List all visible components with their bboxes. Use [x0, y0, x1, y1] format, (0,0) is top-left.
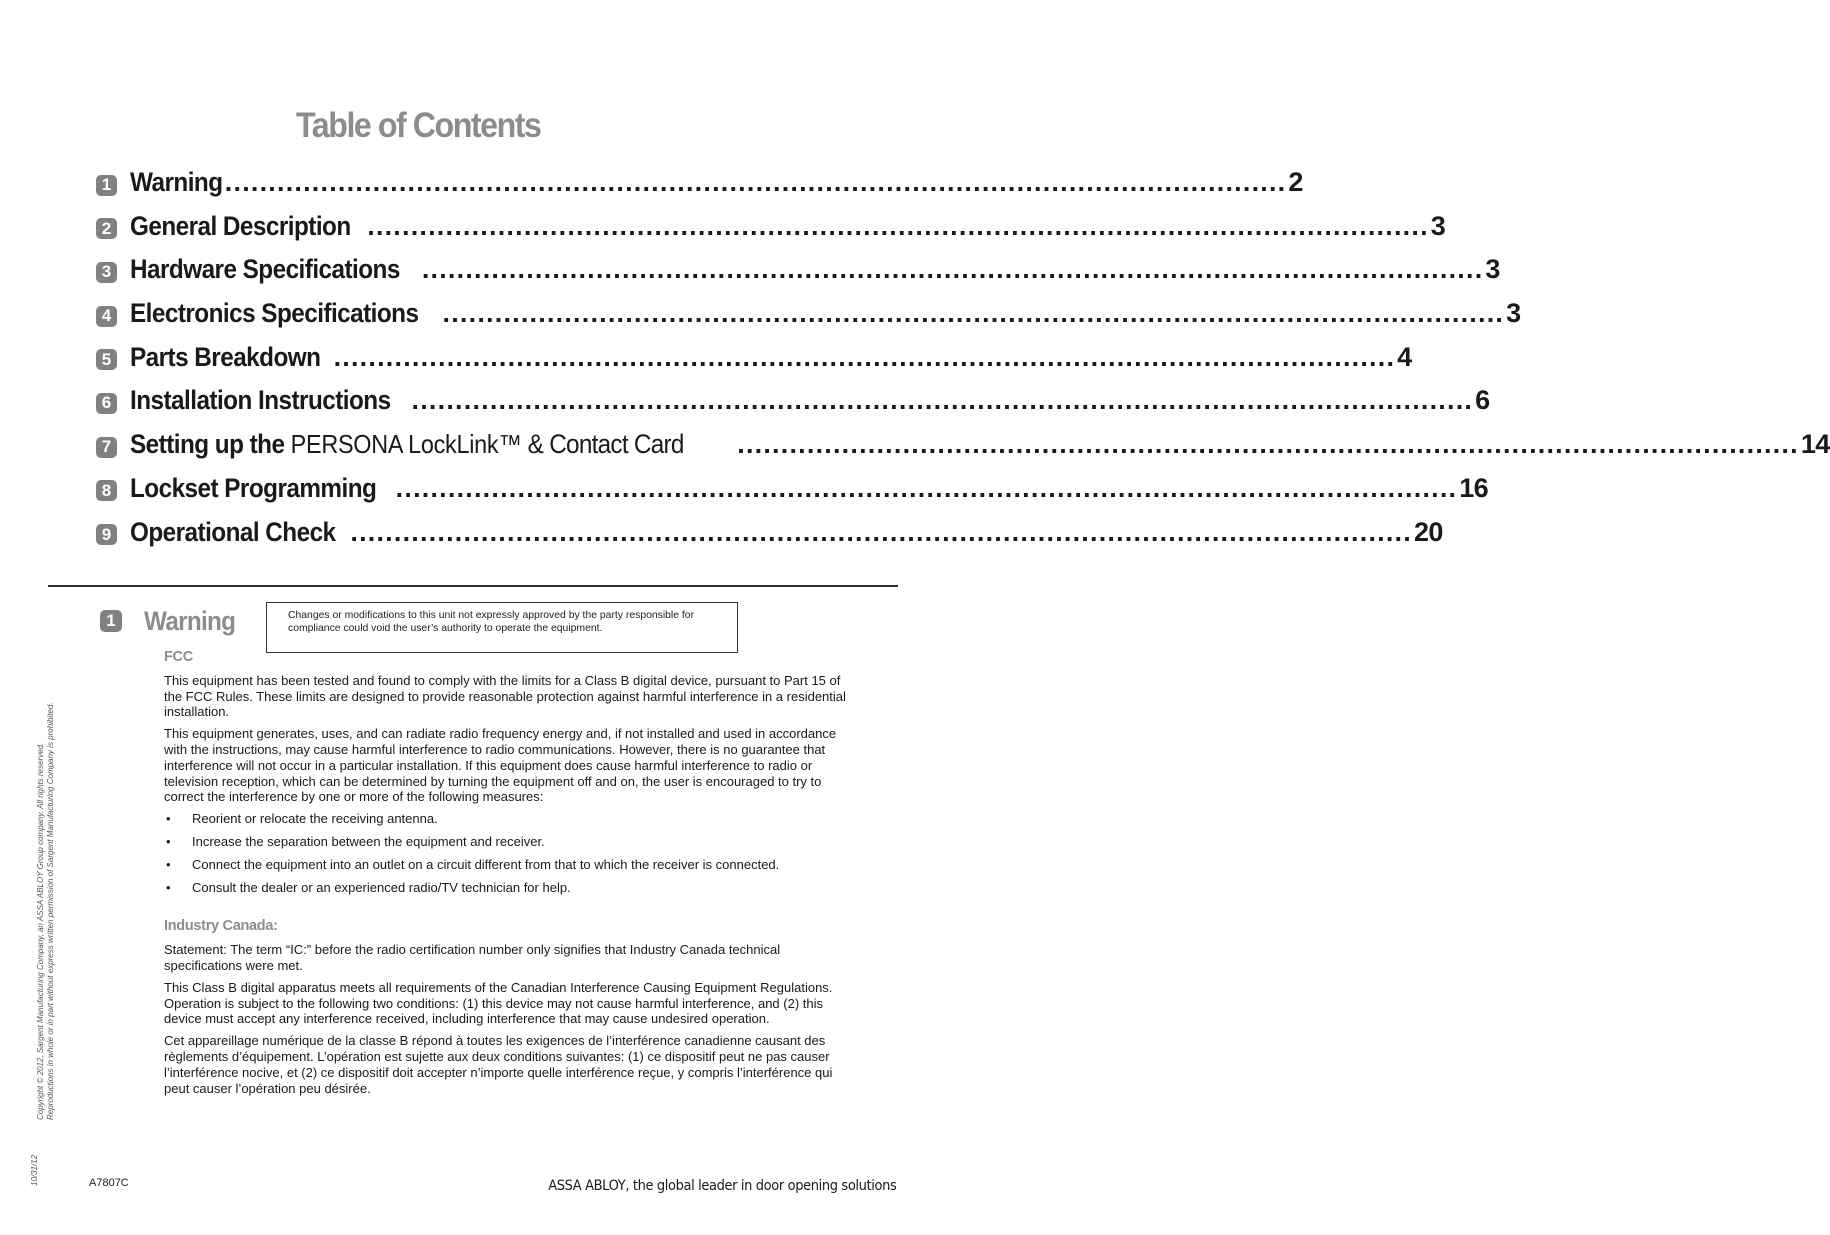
dot-leader: .......................................................................................................................... — [395, 472, 1458, 503]
table-of-contents — [96, 167, 1830, 560]
toc-item[interactable] — [96, 341, 1412, 386]
dot-leader: .......................................................................................................................... — [442, 298, 1505, 329]
measures-list — [164, 811, 852, 895]
toc-page-number: 20 — [1413, 516, 1443, 547]
ic-paragraph: This Class B digital apparatus meets all requirements of the Canadian Interference Causing Equipment Regulations. Operation is subject to the following two conditions: (1) this device may not cause harmful interference, and (2) this device must accept any interference received, including interference that may cause undesired operation. — [164, 979, 833, 1027]
fcc-paragraph: This equipment generates, uses, and can radiate radio frequency energy and, if not installed and used in accordance with the instructions, may cause harmful interference to radio communications. However, there is no guarantee that interference will not occur in a particular installation. If this equipment does cause harmful interference to radio or television reception, which can be determined by turning the equipment off and on, the user is encouraged to try to correct the interference by one or more of the following measures: — [164, 726, 837, 805]
document-code: A7807C — [89, 1177, 129, 1189]
dot-leader: .......................................................................................................................... — [224, 167, 1287, 197]
toc-item[interactable] — [96, 298, 1521, 342]
ic-paragraph: Statement: The term “IC:” before the radio certification number only signifies that Industry Canada technical specifications were met. — [164, 942, 781, 973]
number-badge: 1 — [100, 610, 122, 632]
section-heading — [100, 606, 245, 637]
footer-tagline: ASSA ABLOY, the global leader in door opening solutions — [547, 1178, 896, 1194]
revision-date: 10/31/12 — [30, 1154, 39, 1186]
number-badge: 8 — [96, 480, 117, 501]
number-badge: 6 — [96, 393, 117, 414]
section-divider — [48, 585, 898, 587]
toc-label: Lockset Programming — [130, 472, 377, 503]
toc-page-number: 3 — [1430, 210, 1446, 241]
dot-leader: .......................................................................................................................... — [367, 210, 1429, 241]
toc-page-number: 2 — [1288, 167, 1303, 197]
toc-page-number: 3 — [1485, 254, 1500, 285]
toc-label: Hardware Specifications — [130, 254, 400, 285]
toc-page-number: 3 — [1506, 298, 1521, 329]
toc-label: Parts Breakdown — [130, 341, 321, 372]
bullet-icon: • — [166, 856, 171, 872]
industry-canada-heading: Industry Canada: — [164, 918, 278, 935]
list-item-text: Consult the dealer or an experienced radio/TV technician for help. — [192, 879, 571, 895]
bullet-icon: • — [166, 833, 171, 849]
toc-label-lead: Setting up the — [130, 429, 285, 460]
toc-label: Electronics Specifications — [130, 298, 419, 329]
toc-item[interactable] — [96, 385, 1490, 429]
toc-page-number: 6 — [1475, 385, 1490, 416]
toc-label — [130, 429, 684, 460]
toc-page-number: 16 — [1459, 472, 1489, 503]
toc-label: Installation Instructions — [130, 385, 391, 416]
number-badge: 3 — [96, 262, 117, 283]
toc-item[interactable] — [96, 210, 1446, 255]
list-item — [164, 880, 852, 896]
number-badge: 4 — [96, 306, 117, 327]
toc-label-tail: & Contact Card — [527, 429, 684, 460]
list-item-text: Connect the equipment into an outlet on a circuit different from that to which the receiver is connected. — [192, 856, 780, 872]
toc-page-number: 14 — [1800, 429, 1830, 460]
page-title: Table of Contents — [296, 106, 541, 145]
dot-leader: .......................................................................................................................... — [350, 516, 1412, 547]
section-title: Warning — [144, 606, 236, 636]
list-item — [164, 811, 852, 827]
toc-page-number: 4 — [1397, 341, 1412, 372]
toc-label: Warning — [130, 167, 223, 197]
list-item — [164, 857, 852, 873]
dot-leader: .......................................................................................................................... — [411, 385, 1474, 416]
toc-label: Operational Check — [130, 516, 336, 547]
copyright-notice — [36, 640, 56, 1120]
notice-box: Changes or modifications to this unit not expressly approved by the party responsible for compliance could void the user’s authority to operate the equipment. — [266, 602, 738, 653]
toc-item[interactable] — [96, 516, 1443, 561]
toc-item[interactable] — [96, 167, 1303, 211]
dot-leader: .......................................................................................................................... — [421, 254, 1484, 285]
dot-leader: .......................................................................................................................... — [333, 341, 1396, 372]
ic-paragraph-french: Cet appareillage numérique de la classe B répond à toutes les exigences de l’interférence canadienne causant des règlements d’équipement. L’opération est sujette aux deux conditions suivantes: (1) ce dispositif peut ne pas causer l’interférence nocive, et (2) ce dispositif doit accepter n’importe quelle interférence reçue, y compris l’interférence qui peut causer l’opération peu désirée. — [164, 1033, 833, 1096]
toc-item[interactable] — [96, 429, 1830, 473]
number-badge: 1 — [96, 175, 117, 196]
number-badge: 7 — [96, 437, 117, 458]
toc-item[interactable] — [96, 472, 1489, 517]
number-badge: 2 — [96, 218, 117, 239]
bullet-icon: • — [166, 811, 171, 827]
warning-body — [164, 650, 852, 1102]
bullet-icon: • — [166, 879, 171, 895]
toc-item[interactable] — [96, 254, 1500, 298]
dot-leader: .......................................................................................................................... — [737, 429, 1799, 460]
number-badge: 9 — [96, 524, 117, 545]
product-brand: PERSONA LockLink™ — [290, 429, 522, 460]
list-item-text: Increase the separation between the equipment and receiver. — [192, 833, 545, 849]
copyright-line: Reproductions in whole or in part without express written permission of Sargent Manufacturing Company is prohibited. — [46, 702, 55, 1120]
number-badge: 5 — [96, 349, 117, 370]
fcc-paragraph: This equipment has been tested and found to comply with the limits for a Class B digital device, pursuant to Part 15 of the FCC Rules. These limits are designed to provide reasonable protection against harmful interference in a residential installation. — [164, 672, 846, 720]
copyright-line: Copyright © 2012, Sargent Manufacturing Company, an ASSA ABLOY Group company. All rights reserved. — [36, 742, 45, 1120]
list-item-text: Reorient or relocate the receiving antenna. — [192, 811, 438, 827]
fcc-heading: FCC — [164, 649, 193, 665]
list-item — [164, 834, 852, 850]
toc-label: General Description — [130, 210, 351, 241]
